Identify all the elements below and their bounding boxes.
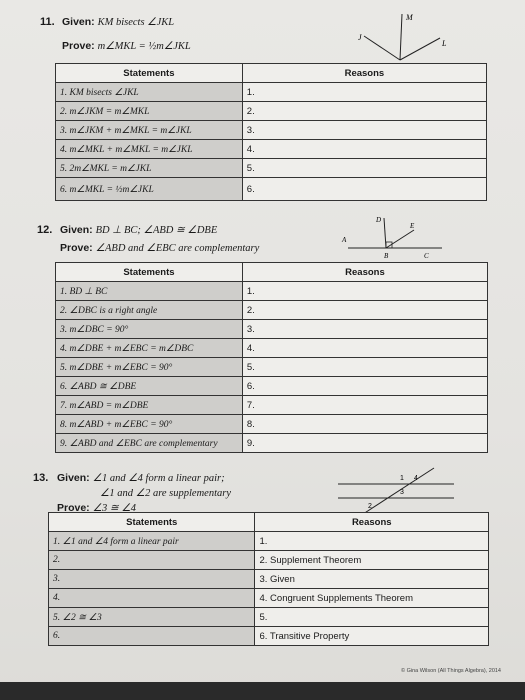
fig-label-a: A (342, 236, 347, 244)
statement-cell: 6. ∠ABD ≅ ∠DBE (56, 377, 243, 396)
reason-cell[interactable]: 2. (242, 301, 487, 320)
reason-cell: 6. Transitive Property (255, 627, 489, 646)
statement-cell[interactable]: 2. (49, 551, 255, 570)
prove-label: Prove: (60, 242, 93, 254)
fig-label-l: L (442, 39, 447, 48)
problem-12-prove (60, 242, 259, 254)
given-label: Given: (62, 16, 95, 28)
statements-header: Statements (56, 64, 243, 83)
statement-cell[interactable]: 4. (49, 589, 255, 608)
reason-cell[interactable]: 4. (242, 339, 487, 358)
prove-text: ∠ABD and ∠EBC are complementary (95, 243, 260, 254)
fig-label-b: B (384, 252, 389, 260)
reason-cell[interactable]: 1. (242, 83, 486, 102)
statements-header: Statements (56, 263, 243, 282)
statement-cell: 4. m∠DBE + m∠EBC = m∠DBC (56, 339, 243, 358)
fig-label-3: 3 (400, 489, 404, 496)
fig-label-1: 1 (400, 475, 404, 482)
reason-cell: 3. Given (255, 570, 489, 589)
statement-cell: 5. ∠2 ≅ ∠3 (49, 608, 255, 627)
reason-cell: 2. Supplement Theorem (255, 551, 489, 570)
statement-cell: 9. ∠ABD and ∠EBC are complementary (56, 434, 243, 453)
statement-cell: 8. m∠ABD + m∠EBC = 90° (56, 415, 243, 434)
reasons-header: Reasons (242, 64, 486, 83)
statement-cell: 5. 2m∠MKL = m∠JKL (56, 159, 243, 178)
statement-cell: 7. m∠ABD = m∠DBE (56, 396, 243, 415)
statement-cell: 5. m∠DBE + m∠EBC = 90° (56, 358, 243, 377)
statements-header: Statements (49, 513, 255, 532)
problem-13-figure (330, 462, 460, 518)
reason-cell[interactable]: 4. (242, 140, 486, 159)
reason-cell[interactable]: 3. (242, 320, 487, 339)
reason-cell[interactable]: 1. (242, 282, 487, 301)
reasons-header: Reasons (242, 263, 487, 282)
statement-cell: 1. ∠1 and ∠4 form a linear pair (49, 532, 255, 551)
reason-cell[interactable]: 2. (242, 102, 486, 121)
reason-cell[interactable]: 6. (242, 377, 487, 396)
desk-edge (0, 682, 525, 700)
statement-cell: 6. m∠MKL = ½m∠JKL (56, 178, 243, 201)
given-label: Given: (60, 224, 93, 236)
statement-cell: 2. m∠JKM = m∠MKL (56, 102, 243, 121)
reason-cell[interactable]: 1. (255, 532, 489, 551)
fig-label-k: K (396, 63, 402, 72)
statement-cell[interactable]: 3. (49, 570, 255, 589)
problem-12-proof-table (55, 262, 488, 453)
prove-text: m∠MKL = ½m∠JKL (97, 41, 191, 52)
reason-cell[interactable]: 5. (255, 608, 489, 627)
problem-11-prove (62, 40, 191, 52)
problem-12-given (60, 224, 217, 236)
fig-label-d: D (376, 216, 382, 224)
statement-cell[interactable]: 6. (49, 627, 255, 646)
statement-cell: 3. m∠DBC = 90° (56, 320, 243, 339)
reason-cell[interactable]: 8. (242, 415, 487, 434)
statement-cell: 2. ∠DBC is a right angle (56, 301, 243, 320)
statement-cell: 3. m∠JKM + m∠MKL = m∠JKL (56, 121, 243, 140)
given-label: Given: (57, 472, 90, 484)
statement-cell: 4. m∠MKL + m∠MKL = m∠JKL (56, 140, 243, 159)
reasons-header: Reasons (255, 513, 489, 532)
given-text: BD ⊥ BC; ∠ABD ≅ ∠DBE (95, 225, 218, 236)
fig-label-c: C (424, 252, 429, 260)
fig-label-2: 2 (368, 503, 372, 510)
reason-cell[interactable]: 5. (242, 358, 487, 377)
fig-label-e: E (410, 222, 415, 230)
fig-label-4: 4 (414, 475, 418, 482)
reason-cell[interactable]: 6. (242, 178, 486, 201)
reason-cell[interactable]: 3. (242, 121, 486, 140)
prove-text: ∠3 ≅ ∠4 (92, 503, 136, 514)
copyright-footer: © Gina Wilson (All Things Algebra), 2014 (401, 668, 501, 674)
problem-12-number: 12. (37, 224, 53, 236)
problem-13-proof-table (48, 512, 489, 646)
reason-cell[interactable]: 5. (242, 159, 486, 178)
given-text-2: ∠1 and ∠2 are supplementary (100, 488, 232, 499)
problem-13-given (57, 472, 225, 484)
problem-11-proof-table (55, 63, 487, 201)
fig-label-j: J (358, 33, 362, 42)
statement-cell: 1. KM bisects ∠JKL (56, 83, 243, 102)
problem-12-figure (338, 212, 448, 262)
given-text: KM bisects ∠JKL (97, 17, 175, 28)
reason-cell[interactable]: 7. (242, 396, 487, 415)
problem-11-given (62, 16, 174, 28)
reason-cell[interactable]: 9. (242, 434, 487, 453)
fig-label-m: M (406, 13, 413, 22)
statement-cell: 1. BD ⊥ BC (56, 282, 243, 301)
problem-11-number: 11. (40, 16, 55, 28)
reason-cell: 4. Congruent Supplements Theorem (255, 589, 489, 608)
given-text-1: ∠1 and ∠4 form a linear pair; (92, 473, 225, 484)
prove-label: Prove: (62, 40, 95, 52)
prove-label: Prove: (57, 502, 90, 514)
problem-13-number: 13. (33, 472, 49, 484)
